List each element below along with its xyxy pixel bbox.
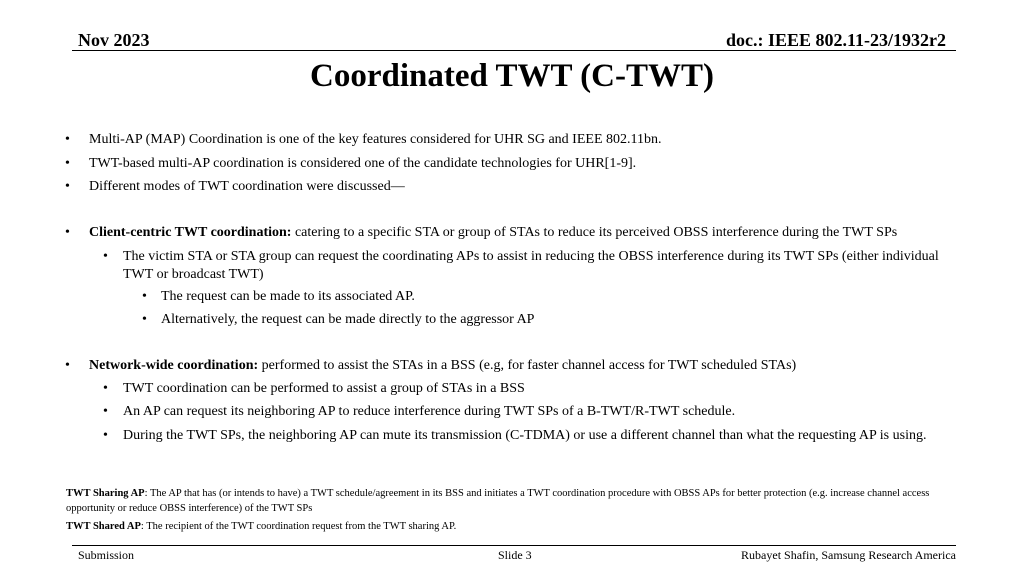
footer-submission: Submission — [78, 548, 135, 562]
bullet-marker: • — [103, 381, 108, 396]
sub-sub-bullet-associated-ap — [142, 288, 941, 306]
bullet-map-coordination — [65, 131, 969, 149]
footer-slide-number: Slide 3 — [498, 548, 532, 562]
footer-divider — [72, 545, 956, 546]
bullet-text: The victim STA or STA group can request the coordinating APs to assist in reducing the OBSS interference during its TWT SPs (either individual TWT or broadcast TWT) — [123, 249, 939, 282]
bullet-heading: Client-centric TWT coordination: — [89, 225, 292, 240]
definition-term: TWT Shared AP — [66, 521, 141, 532]
bullet-marker: • — [65, 358, 70, 373]
slide-title: Coordinated TWT (C-TWT) — [310, 58, 714, 94]
definition-text: : The recipient of the TWT coordination request from the TWT sharing AP. — [140, 521, 457, 532]
bullet-text: During the TWT SPs, the neighboring AP can mute its transmission (C-TDMA) or use a different channel than what the requesting AP is using. — [123, 428, 927, 443]
bullet-marker: • — [103, 404, 108, 419]
header-divider — [72, 50, 956, 51]
bullet-marker: • — [103, 249, 108, 264]
header-doc-number: doc.: IEEE 802.11-23/1932r2 — [725, 30, 946, 50]
bullet-text: TWT-based multi-AP coordination is considered one of the candidate technologies for UHR[1-9]. — [89, 156, 637, 171]
sub-bullet-mute-transmission — [103, 427, 953, 445]
bullet-client-centric — [65, 224, 969, 242]
sub-bullet-victim-sta — [103, 248, 953, 284]
bullet-marker: • — [65, 132, 70, 147]
definition-term: TWT Sharing AP — [66, 488, 145, 499]
bullet-network-wide — [65, 357, 969, 375]
bullet-marker: • — [65, 179, 70, 194]
bullet-text: Multi-AP (MAP) Coordination is one of the key features considered for UHR SG and IEEE 802.11bn. — [89, 132, 662, 147]
bullet-marker: • — [142, 312, 147, 327]
bullet-marker: • — [65, 225, 70, 240]
footer-author: Rubayet Shafin, Samsung Research America — [741, 548, 956, 562]
bullet-text: An AP can request its neighboring AP to reduce interference during TWT SPs of a B-TWT/R-TWT schedule. — [123, 404, 736, 419]
definition-twt-sharing-ap — [66, 486, 966, 516]
bullet-text: The request can be made to its associated AP. — [161, 289, 415, 304]
bullet-marker: • — [103, 428, 108, 443]
bullet-text: catering to a specific STA or group of STAs to reduce its perceived OBSS interference during the TWT SPs — [291, 225, 898, 240]
bullet-text: TWT coordination can be performed to assist a group of STAs in a BSS — [123, 381, 525, 396]
sub-sub-bullet-aggressor-ap — [142, 311, 941, 329]
bullet-heading: Network-wide coordination: — [89, 358, 259, 373]
definition-text: : The AP that has (or intends to have) a TWT schedule/agreement in its BSS and initiates a TWT coordination procedure with OBSS APs for better protection (e.g. increase channel access opportunity or reduce OBSS interference) of the TWT SPs — [66, 488, 930, 514]
bullet-marker: • — [65, 156, 70, 171]
bullet-text: performed to assist the STAs in a BSS (e.g, for faster channel access for TWT scheduled STAs) — [258, 358, 797, 373]
header-date: Nov 2023 — [78, 30, 150, 50]
sub-bullet-neighboring-ap — [103, 403, 953, 421]
bullet-marker: • — [142, 289, 147, 304]
definition-twt-shared-ap — [66, 519, 966, 534]
sub-bullet-group-of-stas — [103, 380, 953, 398]
bullet-twt-multi-ap — [65, 155, 969, 173]
bullet-text: Different modes of TWT coordination were discussed— — [89, 179, 405, 194]
bullet-text: Alternatively, the request can be made directly to the aggressor AP — [161, 312, 535, 327]
bullet-modes — [65, 178, 969, 196]
